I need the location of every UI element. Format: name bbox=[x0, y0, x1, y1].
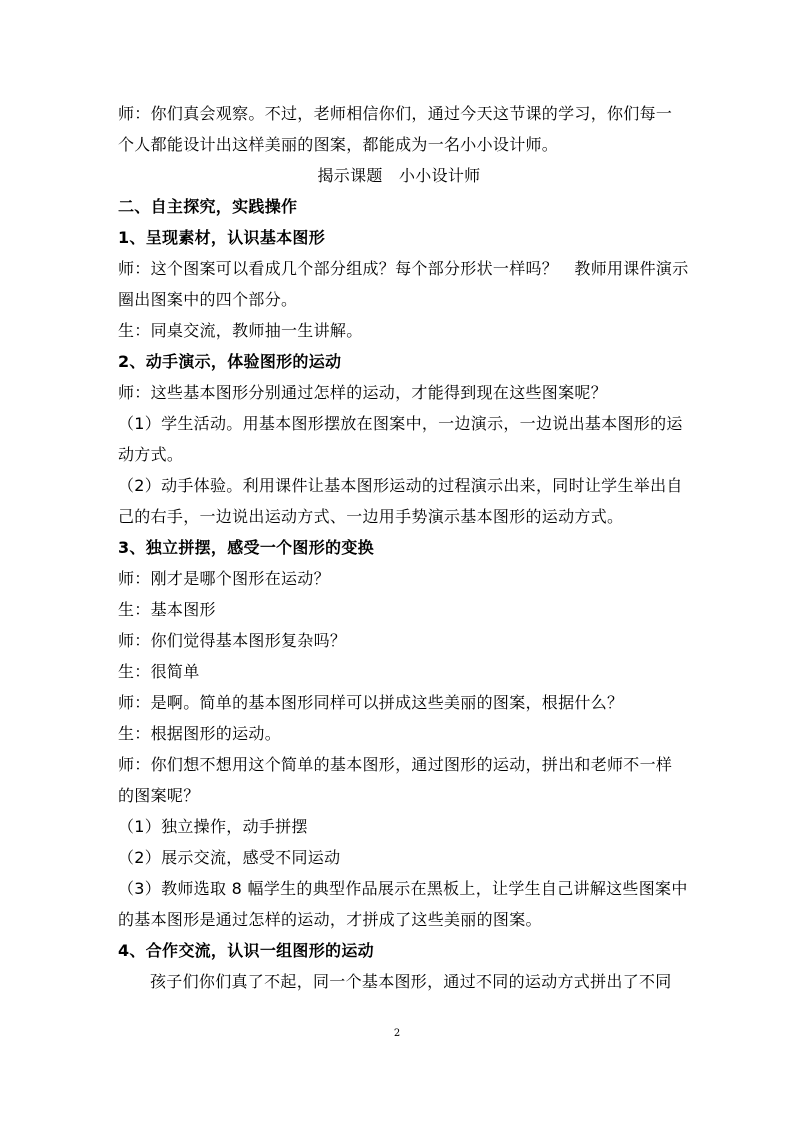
lesson-topic-line: 揭示课题 小小设计师 bbox=[317, 166, 481, 185]
body-paragraph-line: 师：是啊。简单的基本图形同样可以拼成这些美丽的图案，根据什么？ bbox=[118, 693, 624, 712]
body-paragraph-line: 师：你们觉得基本图形复杂吗？ bbox=[118, 631, 347, 650]
subsection-heading: 1、呈现素材，认识基本图形 bbox=[118, 228, 326, 247]
body-paragraph-line: 生：根据图形的运动。 bbox=[118, 724, 282, 743]
body-paragraph-line: 己的右手，一边说出运动方式、一边用手势演示基本图形的运动方式。 bbox=[118, 507, 624, 526]
body-paragraph-line: 生：很简单 bbox=[118, 662, 200, 681]
body-paragraph-line: （2）展示交流，感受不同运动 bbox=[118, 848, 341, 867]
subsection-heading: 3、独立拼摆，感受一个图形的变换 bbox=[118, 538, 374, 557]
body-paragraph-line: （1）独立操作，动手拼摆 bbox=[118, 817, 308, 836]
page-number: 2 bbox=[393, 1028, 401, 1039]
subsection-heading: 4、合作交流，认识一组图形的运动 bbox=[118, 941, 374, 960]
body-paragraph-line: 动方式。 bbox=[118, 445, 184, 464]
body-paragraph-line: 生：同桌交流，教师抽一生讲解。 bbox=[118, 321, 363, 340]
body-paragraph-line: 的基本图形是通过怎样的运动，才拼成了这些美丽的图案。 bbox=[118, 910, 542, 929]
body-paragraph-line: 圈出图案中的四个部分。 bbox=[118, 290, 298, 309]
body-paragraph-line: 生：基本图形 bbox=[118, 600, 216, 619]
body-paragraph-line: （2）动手体验。利用课件让基本图形运动的过程演示出来，同时让学生举出自 bbox=[118, 476, 683, 495]
body-paragraph-line: （3）教师选取 8 幅学生的典型作品展示在黑板上，让学生自己讲解这些图案中 bbox=[118, 879, 688, 898]
body-paragraph-line: 师：这些基本图形分别通过怎样的运动，才能得到现在这些图案呢？ bbox=[118, 383, 608, 402]
document-body bbox=[118, 98, 689, 997]
body-paragraph-line: 师：刚才是哪个图形在运动？ bbox=[118, 569, 330, 588]
body-paragraph-line: 师：这个图案可以看成几个部分组成？每个部分形状一样吗？ 教师用课件演示 bbox=[118, 259, 689, 278]
body-paragraph-line: 师：你们真会观察。不过，老师相信你们，通过今天这节课的学习，你们每一 bbox=[118, 104, 673, 123]
body-paragraph-line: 孩子们你们真了不起，同一个基本图形，通过不同的运动方式拼出了不同 bbox=[150, 972, 672, 991]
section-heading: 二、自主探究，实践操作 bbox=[118, 197, 298, 216]
body-paragraph-line: 师：你们想不想用这个简单的基本图形，通过图形的运动，拼出和老师不一样 bbox=[118, 755, 673, 774]
subsection-heading: 2、动手演示，体验图形的运动 bbox=[118, 352, 342, 371]
body-paragraph-line: （1）学生活动。用基本图形摆放在图案中，一边演示，一边说出基本图形的运 bbox=[118, 414, 683, 433]
body-paragraph-line: 的图案呢？ bbox=[118, 786, 200, 805]
body-paragraph-line: 个人都能设计出这样美丽的图案，都能成为一名小小设计师。 bbox=[118, 135, 559, 154]
